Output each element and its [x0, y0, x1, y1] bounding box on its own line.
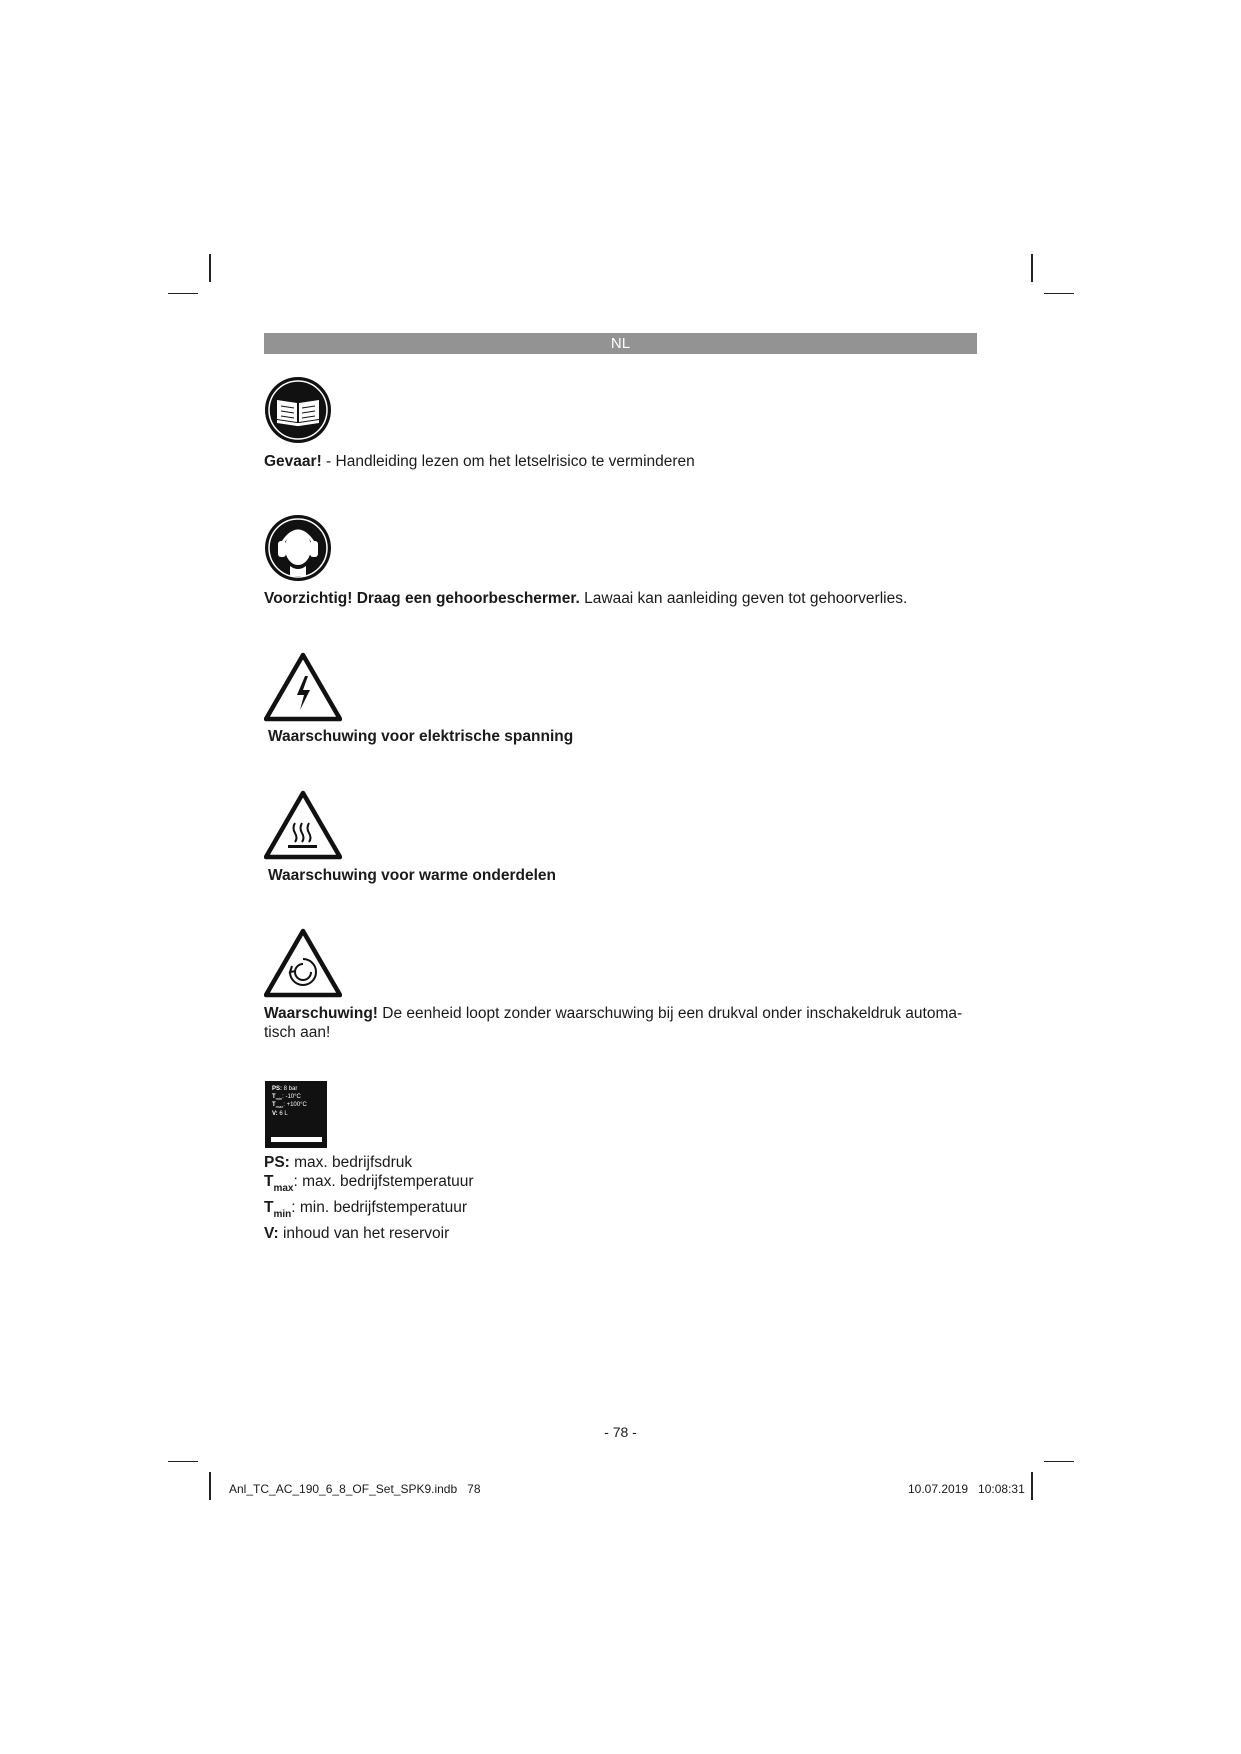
- warning-description: Lawaai kan aanleiding geven tot gehoorverlies.: [579, 590, 908, 607]
- rating-plate-bar: [271, 1137, 322, 1142]
- warning-text-hearing: [264, 589, 907, 608]
- warning-description: De eenheid loopt zonder waarschuwing bij een drukval onder inschakeldruk automa-: [377, 1005, 963, 1022]
- hot-surface-warning-icon: [264, 790, 342, 860]
- crop-mark: [1031, 254, 1033, 282]
- crop-mark: [1044, 293, 1074, 294]
- legend-item: $T_{min}$: min. bedrijfstemperatuur: [264, 1199, 467, 1220]
- crop-mark: [1044, 1461, 1074, 1462]
- warning-label: Waarschuwing!: [264, 1005, 378, 1022]
- warning-text-voltage: [268, 727, 573, 746]
- warning-description-continued: tisch aan!: [264, 1024, 331, 1041]
- book-icon: [264, 376, 332, 444]
- legend-item: V: inhoud van het reservoir: [264, 1225, 450, 1242]
- footer-datetime: 10.07.2019 10:08:31: [908, 1482, 1025, 1496]
- warning-label: Waarschuwing voor elektrische spanning: [268, 728, 574, 745]
- rating-plate: PS: 8 bar $T_{min}$: -10°C $T_{max}$: +100°C V: 6 L: [265, 1081, 327, 1148]
- warning-text-read-manual: [264, 452, 695, 471]
- page-number: - 78 -: [604, 1424, 637, 1440]
- high-voltage-warning-icon: [264, 652, 342, 722]
- warning-label: Voorzichtig! Draag een gehoorbeschermer.: [264, 590, 580, 607]
- warning-text-autostart: [264, 1004, 962, 1042]
- rating-legend: [264, 1153, 474, 1243]
- ear-protection-icon: [264, 514, 332, 582]
- warning-description: - Handleiding lezen om het letselrisico te verminderen: [321, 453, 695, 470]
- language-header: NL: [264, 333, 977, 354]
- crop-mark: [168, 1461, 198, 1462]
- crop-mark: [209, 1472, 211, 1500]
- legend-item: PS: max. bedrijfsdruk: [264, 1154, 413, 1171]
- warning-text-hot: [268, 866, 556, 885]
- automatic-start-warning-icon: [264, 928, 342, 998]
- crop-mark: [1031, 1472, 1033, 1500]
- crop-mark: [168, 293, 198, 294]
- warning-label: Gevaar!: [264, 453, 322, 470]
- footer-filename: Anl_TC_AC_190_6_8_OF_Set_SPK9.indb 78: [229, 1482, 481, 1496]
- crop-mark: [209, 254, 211, 282]
- legend-item: $T_{max}$: max. bedrijfstemperatuur: [264, 1173, 474, 1194]
- warning-label: Waarschuwing voor warme onderdelen: [268, 867, 556, 884]
